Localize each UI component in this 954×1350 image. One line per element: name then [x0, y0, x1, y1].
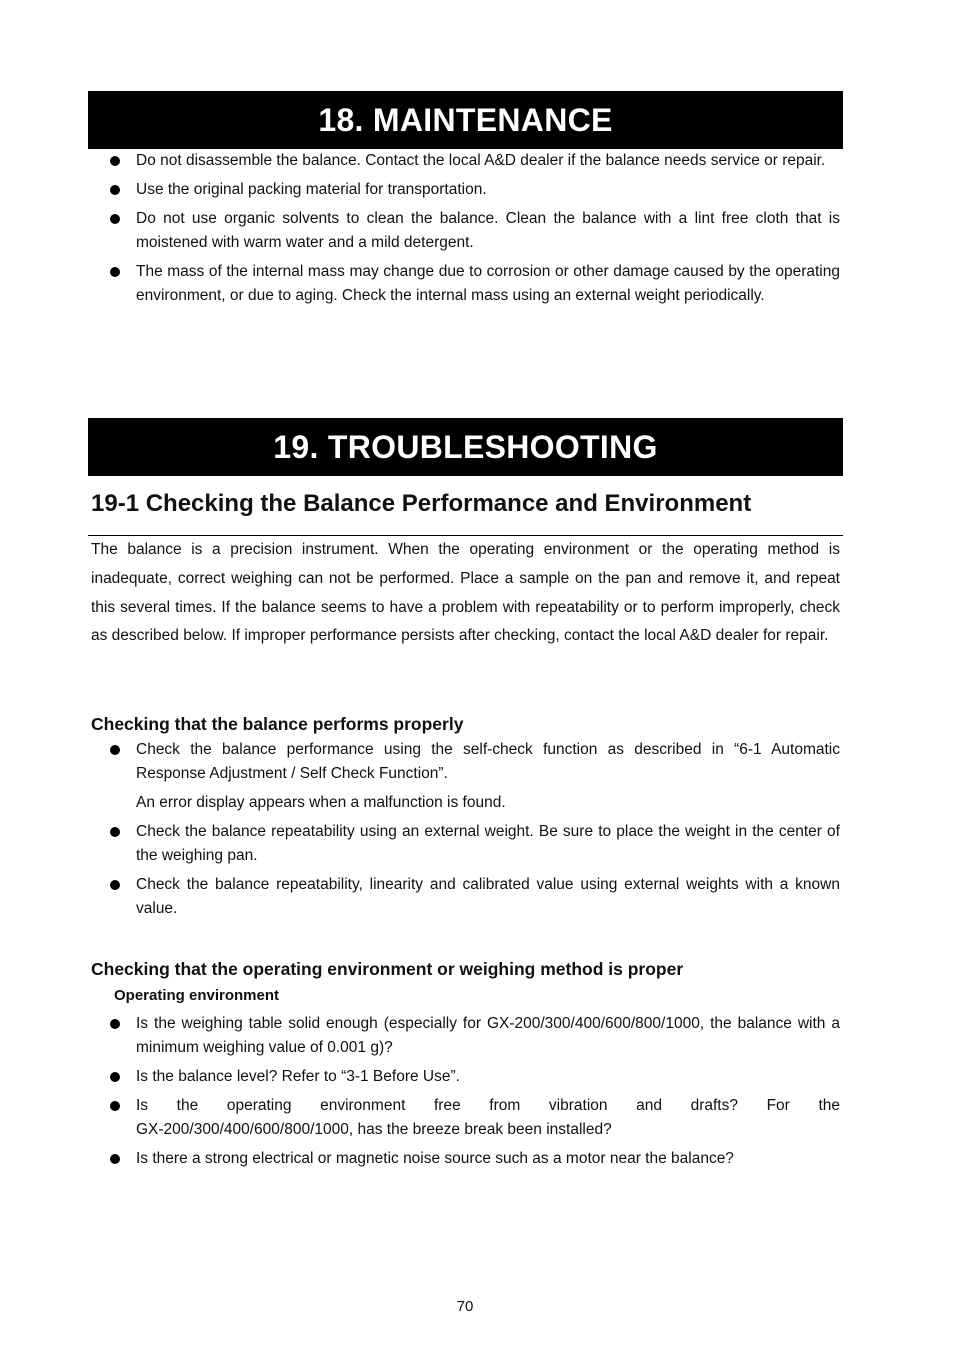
environment-subheading: Operating environment [114, 987, 280, 1004]
performs-heading: Checking that the balance performs properly [91, 714, 464, 734]
bullet-icon [110, 1072, 120, 1082]
list-note: An error display appears when a malfunction is found. [136, 794, 506, 811]
environment-list [108, 1012, 840, 1176]
list-item: Check the balance performance using the self-check function as described in “6-1 Automatic Response Adjustment / Self Check Function”. [108, 738, 840, 786]
list-item: Is the weighing table solid enough (especially for GX-200/300/400/600/800/1000, the balance with a minimum weighing value of 0.001 g)? [108, 1012, 840, 1060]
bullet-icon [110, 185, 120, 195]
maintenance-list [108, 149, 840, 313]
list-item: Is there a strong electrical or magnetic noise source such as a motor near the balance? [108, 1147, 840, 1171]
list-item: Do not use organic solvents to clean the balance. Clean the balance with a lint free cloth that is moistened with warm water and a mild detergent. [108, 207, 840, 255]
bullet-icon [110, 214, 120, 224]
bullet-icon [110, 1019, 120, 1029]
bullet-icon [110, 1101, 120, 1111]
section-title: 19-1 Checking the Balance Performance and Environment [91, 490, 752, 517]
bullet-icon [110, 745, 120, 755]
maintenance-title: 18. MAINTENANCE [88, 91, 843, 149]
bullet-icon [110, 1154, 120, 1164]
bullet-icon [110, 267, 120, 277]
troubleshooting-title: 19. TROUBLESHOOTING [88, 418, 843, 476]
environment-heading: Checking that the operating environment or weighing method is proper [91, 959, 684, 979]
list-item: Check the balance repeatability using an external weight. Be sure to place the weight in the center of the weighing pan. [108, 820, 840, 868]
list-item: Use the original packing material for transportation. [108, 178, 840, 202]
bullet-icon [110, 156, 120, 166]
list-item: Do not disassemble the balance. Contact the local A&D dealer if the balance needs service or repair. [108, 149, 840, 173]
list-item: The mass of the internal mass may change due to corrosion or other damage caused by the operating environment, or due to aging. Check the internal mass using an external weight periodically. [108, 260, 840, 308]
performs-list [108, 738, 840, 926]
intro-paragraph: The balance is a precision instrument. When the operating environment or the operating method is inadequate, correct weighing can not be performed. Place a sample on the pan and remove it, and repeat this several times. If the balance seems to have a problem with repeatability or to perform improperly, check as described below. If improper performance persists after checking, contact the local A&D dealer for repair. [91, 541, 840, 645]
bullet-icon [110, 827, 120, 837]
bullet-icon [110, 880, 120, 890]
list-item: Check the balance repeatability, linearity and calibrated value using external weights with a known value. [108, 873, 840, 921]
page-number: 70 [456, 1298, 474, 1315]
list-item: Is the balance level? Refer to “3-1 Before Use”. [108, 1065, 840, 1089]
list-item: Is the operating environment free from vibration and drafts? For the GX-200/300/400/600/800/1000, has the breeze break been installed? [108, 1094, 840, 1142]
